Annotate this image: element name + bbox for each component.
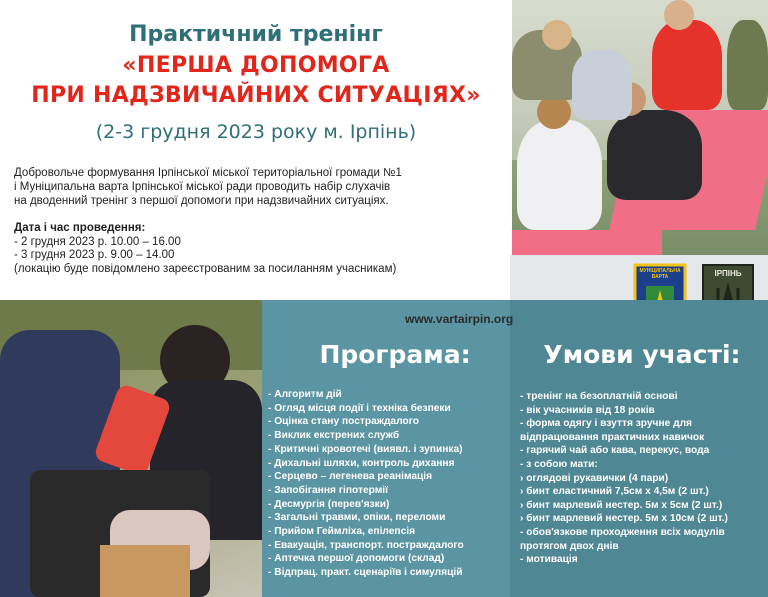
condition-item: протягом двох днів: [520, 540, 619, 552]
condition-item: - вік учасників від 18 років: [520, 404, 655, 416]
program-item: - Аптечка першої допомоги (склад): [268, 553, 445, 565]
condition-item: - з собою мати:: [520, 458, 598, 470]
photo-person: [607, 110, 702, 200]
photo-head: [537, 95, 571, 129]
condition-item: - форма одягу і взуття зручне для: [520, 418, 692, 430]
photo-person: [572, 50, 632, 120]
intro-text: [14, 166, 506, 208]
program-item: - Дихальні шляхи, контроль дихання: [268, 457, 455, 469]
condition-item: › оглядові рукавички (4 пари): [520, 472, 669, 484]
schedule: [14, 222, 506, 276]
condition-item: - обов'язкове проходження всіх модулів: [520, 526, 725, 538]
program-heading: Програма:: [319, 340, 471, 369]
schedule-day: - 3 грудня 2023 р. 9.00 – 14.00: [14, 249, 175, 261]
program-item: - Оцінка стану постраждалого: [268, 416, 419, 428]
condition-item: - тренінг на безоплатній основі: [520, 391, 678, 402]
photo-person: [727, 20, 768, 110]
intro-line: на дводенний тренінг з першої допомоги при надзвичайних ситуаціях.: [14, 195, 389, 207]
schedule-day: - 2 грудня 2023 р. 10.00 – 16.00: [14, 235, 181, 248]
photo-person: [517, 120, 602, 230]
photo-head: [542, 20, 572, 50]
program-item: - Відпрац. практ. сценаріїв і симуляцій: [268, 567, 463, 579]
program-item: - Алгоритм дій: [268, 389, 342, 400]
schedule-heading: Дата і час проведення:: [14, 222, 146, 234]
condition-item: › бинт марлевий нестер. 5м х 10см (2 шт.): [520, 513, 728, 525]
conditions-heading: Умови участі:: [543, 340, 741, 369]
badge-label: МУНІЦИПАЛЬНА ВАРТА: [639, 268, 681, 280]
badge-label: ІРПІНЬ: [714, 269, 742, 278]
intro-line: Добровольче формування Ірпінської міської територіальної громади №1: [14, 167, 402, 179]
conditions-list: [520, 390, 766, 567]
condition-item: › бинт марлевий нестер. 5м х 5см (2 шт.): [520, 499, 723, 511]
photo-box: [100, 545, 190, 597]
title-line-3: ПРИ НАДЗВИЧАЙНИХ СИТУАЦІЯХ»: [31, 83, 481, 108]
condition-item: › бинт еластичний 7,5см х 4,5м (2 шт.): [520, 486, 709, 498]
intro-line: і Муніципальна варта Ірпінської міської ради проводить набір слухачів: [14, 181, 391, 193]
program-item: - Загальні травми, опіки, переломи: [268, 512, 446, 524]
website-link[interactable]: www.vartairpin.org: [405, 312, 514, 326]
photo-person: [652, 20, 722, 110]
program-item: - Серцево – легенева реанімація: [268, 471, 433, 483]
event-date: (2-3 грудня 2023 року м. Ірпінь): [95, 121, 417, 143]
program-item: - Огляд місця події і техніка безпеки: [268, 402, 451, 414]
program-item: - Виклик екстрених служб: [268, 430, 400, 442]
program-item: - Критичні кровотечі (виявл. і зупинка): [268, 443, 463, 455]
first-aid-photo: [0, 300, 262, 597]
program-item: - Прийом Геймліха, епілепсія: [268, 526, 416, 538]
program-item: - Евакуація, транспорт. постраждалого: [268, 539, 464, 551]
program-item: - Десмургія (перев'язки): [268, 498, 390, 510]
title-line-1: Практичний тренінг: [129, 22, 383, 47]
schedule-note: (локацію буде повідомлено зареєстрованим за посиланням учасникам): [14, 262, 397, 275]
condition-item: відпрацювання практичних навичок: [520, 431, 705, 443]
program-list: [268, 388, 508, 580]
condition-item: - гарячий чай або кава, перекус, вода: [520, 445, 710, 457]
program-item: - Запобігання гіпотермії: [268, 484, 388, 496]
title-line-2: «ПЕРША ДОПОМОГА: [122, 53, 390, 78]
condition-item: - мотивація: [520, 554, 578, 566]
photo-head: [664, 0, 694, 30]
